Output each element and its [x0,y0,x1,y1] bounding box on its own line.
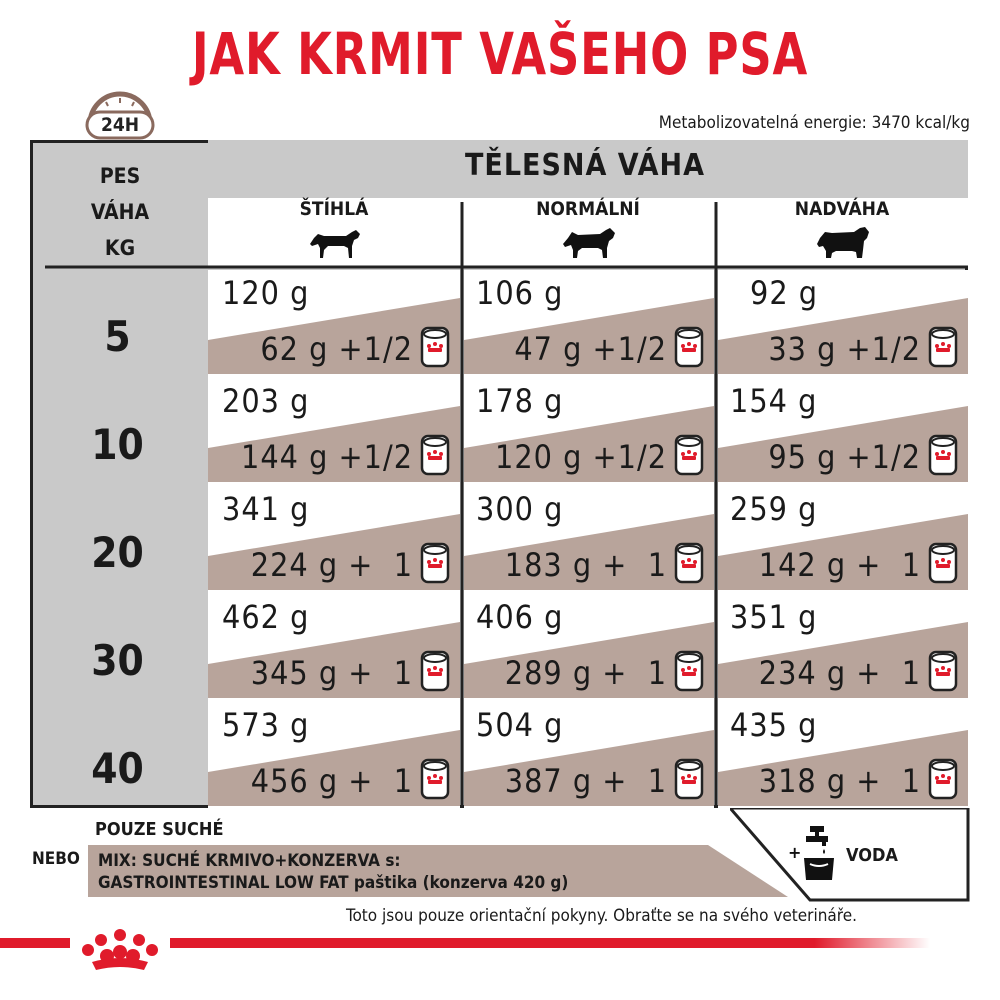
dry-only-amount: 106 g [476,274,564,312]
dog-weight-value: 30 [91,636,144,685]
dog-weight-value: 5 [104,312,131,361]
can-icon [674,650,704,692]
water-tap-icon [786,824,842,882]
dog-weight-header [50,158,190,266]
svg-text:+: + [788,843,802,862]
dog-weight-value: 40 [91,744,144,793]
mix-amount: 234 g + 1 [758,654,921,692]
can-icon [674,542,704,584]
dry-only-amount: 120 g [222,274,310,312]
dry-only-amount: 573 g [222,706,310,744]
dry-only-amount: 92 g [750,274,819,312]
column-header-overweight: NADVÁHA [794,198,890,220]
mix-amount: 183 g + 1 [504,546,667,584]
dog-weight-value: 20 [91,528,144,577]
legend-or: NEBO [32,849,80,869]
legend-dry-only: POUZE SUCHÉ [95,819,224,840]
dry-only-amount: 435 g [730,706,818,744]
dry-only-amount: 504 g [476,706,564,744]
can-icon [928,650,958,692]
can-icon [928,758,958,800]
can-icon [928,542,958,584]
body-weight-header: TĚLESNÁ VÁHA [464,148,706,183]
dry-only-amount: 351 g [730,598,818,636]
dry-only-amount: 300 g [476,490,564,528]
page-title: JAK KRMIT VAŠEHO PSA [191,20,809,88]
mix-amount: 144 g +1/2 [241,438,413,476]
column-header-slim: ŠTÍHLÁ [299,198,369,220]
mix-amount: 387 g + 1 [504,762,667,800]
legend-mix-line1: MIX: SUCHÉ KRMIVO+KONZERVA s: [98,851,401,871]
mix-amount: 120 g +1/2 [495,438,667,476]
bottom-red-bar [160,938,930,948]
clock-label: 24H [100,114,140,136]
mix-amount: 33 g +1/2 [768,330,921,368]
header-line: PES [99,164,141,188]
mix-amount: 289 g + 1 [504,654,667,692]
legend-mix-line2: GASTROINTESTINAL LOW FAT paštika (konzerva 420 g) [98,873,569,893]
energy-info: Metabolizovatelná energie: 3470 kcal/kg [658,113,970,133]
can-icon [420,542,450,584]
mix-amount: 47 g +1/2 [514,330,667,368]
mix-amount: 95 g +1/2 [768,438,921,476]
can-icon [674,326,704,368]
dry-only-amount: 154 g [730,382,818,420]
can-icon [674,758,704,800]
can-icon [674,434,704,476]
can-icon [420,326,450,368]
dry-only-amount: 259 g [730,490,818,528]
can-icon [420,758,450,800]
mix-amount: 318 g + 1 [758,762,921,800]
dog-overweight-icon [816,224,870,260]
column-header-normal: NORMÁLNÍ [536,198,640,220]
dog-weight-value: 10 [91,420,144,469]
can-icon [928,326,958,368]
royal-canin-crown-logo [70,916,170,976]
dry-only-amount: 203 g [222,382,310,420]
mix-amount: 345 g + 1 [250,654,413,692]
can-icon [420,434,450,476]
dry-only-amount: 341 g [222,490,310,528]
dry-only-amount: 462 g [222,598,310,636]
mix-amount: 62 g +1/2 [260,330,413,368]
header-line: VÁHA [90,200,150,224]
dog-normal-icon [562,224,616,260]
dog-slim-icon [308,224,362,260]
header-line: KG [104,236,136,260]
dry-only-amount: 406 g [476,598,564,636]
dry-only-amount: 178 g [476,382,564,420]
can-icon [420,650,450,692]
bottom-red-bar-left [0,938,80,948]
can-icon [928,434,958,476]
mix-amount: 142 g + 1 [758,546,921,584]
guidance-note: Toto jsou pouze orientační pokyny. Obraťte se na svého veterináře. [346,906,857,926]
legend-water: VODA [846,845,898,866]
mix-amount: 224 g + 1 [250,546,413,584]
mix-amount: 456 g + 1 [250,762,413,800]
